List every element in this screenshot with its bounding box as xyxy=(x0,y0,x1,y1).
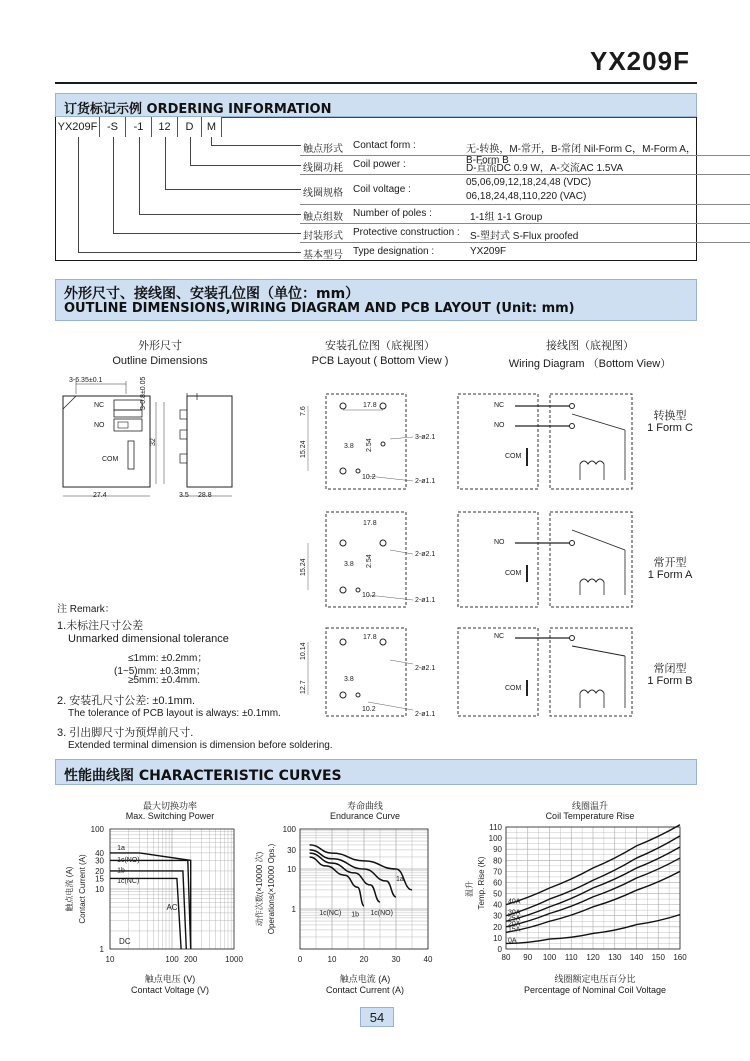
header-rule xyxy=(55,82,697,84)
pcb-a-dim-5: 2.54 xyxy=(366,554,373,568)
dimensions-section-header xyxy=(55,279,697,321)
annotation-label: 1a xyxy=(117,844,125,852)
code-form: M xyxy=(202,117,222,137)
outline-dim-top: 3-6.35±0.1 xyxy=(69,377,103,384)
pcb-c-dim-2: 17.8 xyxy=(363,402,377,409)
chart1-title: Max. Switching Power xyxy=(125,811,215,821)
wiring-a-com: COM xyxy=(505,570,522,577)
x-tick-label: 150 xyxy=(651,953,665,962)
y-tick-label: 40 xyxy=(493,900,502,910)
wiring-c-com: COM xyxy=(505,453,522,460)
wiring-a-no: NO xyxy=(494,539,505,546)
pcb-b-hole-1: 2-ø2.1 xyxy=(415,665,436,672)
y-tick-label: 40 xyxy=(95,848,104,858)
row-contact-form-value: 无-转换，M-常开，B-常闭 Nil-Form C，M-Form A，B-Form B xyxy=(466,144,696,166)
type-form-c-en: 1 Form C xyxy=(647,422,693,434)
code-construction: -S xyxy=(100,117,126,137)
chart1-ylabel: Contact Current (A) xyxy=(78,854,87,924)
pcb-c-hole-2: 2-ø1.1 xyxy=(415,478,436,485)
annotation-label: 1b xyxy=(117,867,125,875)
outline-dim-height: 32 xyxy=(150,438,157,446)
wiring-diagrams xyxy=(455,390,640,720)
annotation-label: 1c(NO) xyxy=(370,910,393,918)
remark-1-b: (1~5)mm: ±0.3mm； xyxy=(114,666,206,677)
x-tick-label: 200 xyxy=(183,955,198,964)
dimensions-title-en: OUTLINE DIMENSIONS,WIRING DIAGRAM AND PCB LAYOUT (Unit: mm) xyxy=(64,301,575,316)
row-construction-cn: 封装形式 xyxy=(303,231,343,242)
row-poles-cn: 触点组数 xyxy=(303,212,343,223)
pcb-c-dim-4: 3.8 xyxy=(344,443,354,450)
row-construction-en: Protective construction : xyxy=(353,227,460,238)
chart2-title: Endurance Curve xyxy=(329,811,401,821)
code-power: D xyxy=(178,117,202,137)
row-poles-value: 1-1组 1-1 Group xyxy=(470,212,543,223)
wiring-b-nc: NC xyxy=(494,633,505,640)
x-tick-label: 140 xyxy=(629,953,644,962)
y-tick-label: 20 xyxy=(95,866,104,876)
x-tick-label: 10 xyxy=(327,955,337,964)
x-tick-label: 80 xyxy=(501,953,511,962)
y-tick-label: 80 xyxy=(493,856,502,866)
x-tick-label: 120 xyxy=(586,953,600,962)
pcb-a-dim-2: 17.8 xyxy=(363,520,377,527)
y-tick-label: 1 xyxy=(291,905,296,914)
outline-caption-cn: 外形尺寸 xyxy=(138,340,182,352)
x-tick-label: 130 xyxy=(608,953,622,962)
pcb-caption-cn: 安装孔位图（底视图） xyxy=(325,340,435,352)
row-coil-power-value: D-直流DC 0.9 W，A-交流AC 1.5VA xyxy=(466,163,624,174)
type-form-a-en: 1 Form A xyxy=(647,569,693,581)
chart3-title-cn: 线圈温升 xyxy=(571,801,608,811)
row-coil-voltage-ac: 06,18,24,48,110,220 (VAC) xyxy=(466,191,587,202)
row-coil-voltage-dc: 05,06,09,12,18,24,48 (VDC) xyxy=(466,177,592,188)
pcb-b-dim-2: 17.8 xyxy=(363,634,377,641)
pcb-a-dim-4: 3.8 xyxy=(344,561,354,568)
chart1-ylabel-cn: 触点电流 (A) xyxy=(65,866,74,912)
remark-3-en: Extended terminal dimension is dimension before soldering. xyxy=(68,740,333,751)
outline-pin-no: NO xyxy=(94,422,105,429)
code-poles: -1 xyxy=(126,117,152,137)
chart2-ylabel-cn: 动作次数(×10000 次) xyxy=(255,851,264,927)
y-tick-label: 30 xyxy=(95,856,104,866)
pcb-c-hole-1: 3-ø2.1 xyxy=(415,434,436,441)
remark-1-a: ≤1mm: ±0.2mm； xyxy=(128,653,208,664)
remark-2-en: The tolerance of PCB layout is always: ±0.1mm. xyxy=(68,708,281,719)
x-tick-label: 110 xyxy=(564,953,578,962)
type-form-b-en: 1 Form B xyxy=(647,675,693,687)
code-rule xyxy=(222,117,696,118)
x-tick-label: 100 xyxy=(165,955,179,964)
wiring-c-no: NO xyxy=(494,422,505,429)
pcb-b-dim-1: 10.14 xyxy=(300,642,307,660)
page-number: 54 xyxy=(360,1007,394,1027)
pcb-c-dim-3: 15.24 xyxy=(300,440,307,458)
pcb-b-hole-2: 2-ø1.1 xyxy=(415,711,436,718)
y-tick-label: 100 xyxy=(282,825,296,834)
row-coil-power-en: Coil power : xyxy=(353,159,406,170)
y-tick-label: 20 xyxy=(493,922,502,932)
chart1-xlabel: Contact Voltage (V) xyxy=(130,985,210,995)
chart1-title-cn: 最大切换功率 xyxy=(142,801,197,811)
chart2-ylabel: Operations(×10000 Ops.) xyxy=(267,843,276,935)
x-tick-label: 30 xyxy=(391,955,401,964)
y-tick-label: 10 xyxy=(287,865,296,874)
remark-1-cn: 1.未标注尺寸公差 xyxy=(57,620,144,632)
series-label: 25A xyxy=(508,915,521,923)
outline-pin-com: COM xyxy=(102,456,119,463)
type-form-a-cn: 常开型 xyxy=(653,557,687,569)
row-type-cn: 基本型号 xyxy=(303,250,343,261)
y-tick-label: 30 xyxy=(493,911,502,921)
chart3-title: Coil Temperature Rise xyxy=(545,811,635,821)
type-form-c-cn: 转换型 xyxy=(653,410,687,422)
row-construction-value: S-塑封式 S-Flux proofed xyxy=(470,231,579,242)
x-tick-label: 10 xyxy=(105,955,115,964)
x-tick-label: 1000 xyxy=(225,955,243,964)
pcb-c-dim-5: 2.54 xyxy=(366,438,373,452)
type-form-b-cn: 常闭型 xyxy=(653,663,687,675)
outline-dim-pin-width: 3-0.8±0.05 xyxy=(140,376,147,410)
y-tick-label: 90 xyxy=(493,845,502,855)
chart3-ylabel-cn: 温升 xyxy=(465,881,474,897)
chart2-title-cn: 寿命曲线 xyxy=(346,801,383,811)
row-coil-voltage-en: Coil voltage : xyxy=(353,184,411,195)
pcb-a-hole-2: 2-ø1.1 xyxy=(415,597,436,604)
y-tick-label: 50 xyxy=(493,889,502,899)
remark-2-cn: 2. 安装孔尺寸公差: ±0.1mm. xyxy=(57,695,196,707)
pcb-b-dim-3: 12.7 xyxy=(300,680,307,694)
pcb-c-dim-6: 10.2 xyxy=(362,474,376,481)
annotation-label: 1c(NO) xyxy=(117,857,140,865)
annotation-label: DC xyxy=(119,937,131,947)
remark-3-cn: 3. 引出脚尺寸为预焊前尺寸. xyxy=(57,727,194,739)
row-poles-en: Number of poles : xyxy=(353,208,432,219)
pcb-caption-en: PCB Layout ( Bottom View ) xyxy=(311,355,449,367)
y-tick-label: 60 xyxy=(493,878,502,888)
outline-pin-nc: NC xyxy=(94,402,105,409)
y-tick-label: 10 xyxy=(95,885,104,894)
pcb-a-hole-1: 2-ø2.1 xyxy=(415,551,436,558)
series-line-1a xyxy=(310,845,412,890)
row-coil-voltage-cn: 线圈规格 xyxy=(303,188,343,199)
pcb-c-dim-1: 7.6 xyxy=(300,406,307,416)
annotation-label: 1a xyxy=(396,876,404,884)
annotation-label: 1c(NC) xyxy=(319,910,342,918)
chart1-xlabel-cn: 触点电压 (V) xyxy=(144,974,196,984)
chart3-xlabel: Percentage of Nominal Coil Voltage xyxy=(523,985,667,995)
y-tick-label: 100 xyxy=(488,834,502,844)
remark-title: 注 Remark： xyxy=(57,604,115,615)
chart2-xlabel-cn: 触点电流 (A) xyxy=(339,974,391,984)
remark-1-en: Unmarked dimensional tolerance xyxy=(68,633,229,645)
row-contact-form-cn: 触点形式 xyxy=(303,144,343,155)
outline-caption-en: Outline Dimensions xyxy=(112,355,208,367)
annotation-label: 1c(NC) xyxy=(117,878,140,886)
series-label: 40A xyxy=(508,898,521,906)
code-voltage: 12 xyxy=(152,117,178,137)
x-tick-label: 160 xyxy=(673,953,687,962)
chart2-xlabel: Contact Current (A) xyxy=(325,985,405,995)
wiring-c-nc: NC xyxy=(494,402,505,409)
y-tick-label: 0 xyxy=(497,945,502,954)
curves-section-header xyxy=(55,759,697,785)
pcb-a-dim-3: 15.24 xyxy=(300,558,307,576)
x-tick-label: 100 xyxy=(542,953,557,962)
wiring-caption-cn: 接线图（底视图） xyxy=(546,340,634,352)
outline-dim-depth: 28.8 xyxy=(198,492,212,499)
remark-1-c: ≥5mm: ±0.4mm. xyxy=(128,675,201,686)
x-tick-label: 90 xyxy=(523,953,533,962)
x-tick-label: 40 xyxy=(423,955,433,964)
series-label: 0A xyxy=(508,937,517,945)
ordering-section-header xyxy=(55,93,697,117)
outline-dim-gap: 3.5 xyxy=(179,492,189,499)
annotation-label: 1b xyxy=(351,911,359,919)
pcb-b-dim-6: 10.2 xyxy=(362,706,376,713)
row-type-value: YX209F xyxy=(470,246,507,257)
code-type: YX209F xyxy=(56,117,100,137)
series-line-1b xyxy=(310,853,380,902)
annotation-label: AC xyxy=(166,902,178,912)
row-coil-power-cn: 线圈功耗 xyxy=(303,163,343,174)
ordering-table xyxy=(55,117,697,261)
row-type-en: Type designation : xyxy=(353,246,435,257)
series-label: 20A xyxy=(508,920,521,928)
wiring-caption-en: Wiring Diagram （Bottom View） xyxy=(508,358,672,370)
x-tick-label: 0 xyxy=(297,955,303,964)
chart3-ylabel: Temp. Rise (K) xyxy=(477,856,486,910)
chart3-xlabel-cn: 线圈额定电压百分比 xyxy=(554,974,636,984)
x-tick-label: 20 xyxy=(359,955,369,964)
outline-dim-length: 27.4 xyxy=(93,492,107,499)
curves-title: 性能曲线图 CHARACTERISTIC CURVES xyxy=(64,768,342,784)
series-label: 15A xyxy=(508,926,521,934)
pcb-a-dim-6: 10.2 xyxy=(362,592,376,599)
dimensions-title-cn: 外形尺寸、接线图、安装孔位图（单位：mm） xyxy=(64,286,360,302)
y-tick-label: 70 xyxy=(493,867,502,877)
pcb-b-dim-4: 3.8 xyxy=(344,676,354,683)
y-tick-label: 30 xyxy=(287,845,296,855)
series-label: 30A xyxy=(508,909,521,917)
y-tick-label: 100 xyxy=(90,825,104,834)
page-title: YX209F xyxy=(590,46,690,76)
y-tick-label: 15 xyxy=(95,874,104,884)
ordering-title: 订货标记示例 ORDERING INFORMATION xyxy=(64,102,332,117)
y-tick-label: 110 xyxy=(489,823,502,832)
row-contact-form-en: Contact form : xyxy=(353,140,416,151)
y-tick-label: 10 xyxy=(493,933,502,943)
y-tick-label: 1 xyxy=(99,945,104,954)
wiring-b-com: COM xyxy=(505,685,522,692)
